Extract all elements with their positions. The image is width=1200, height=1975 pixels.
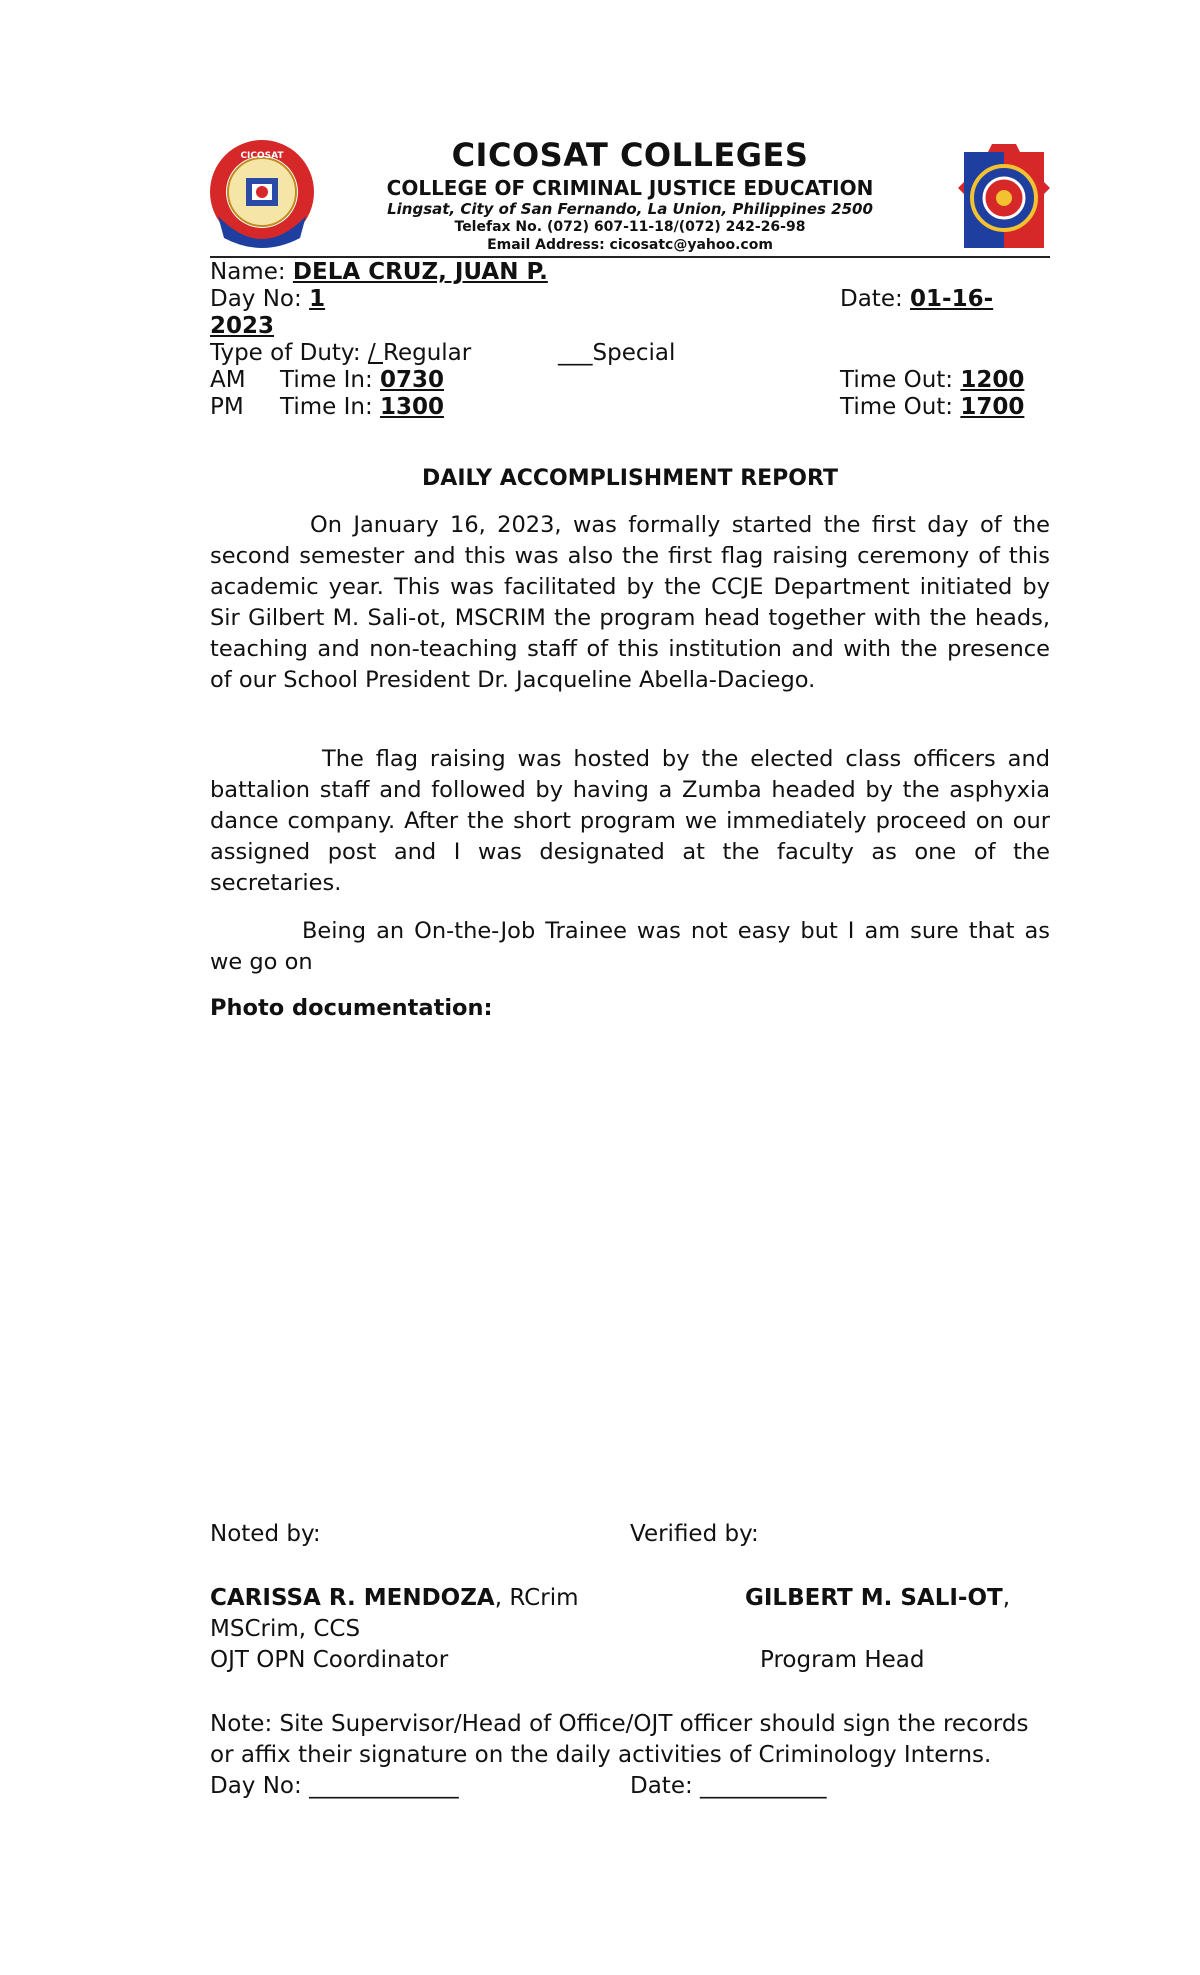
pm-label: PM	[210, 394, 244, 420]
day-label: Day No:	[210, 286, 310, 312]
verified-by-name: GILBERT M. SALI-OT	[745, 1585, 1003, 1611]
footer-note-line-2: or affix their signature on the daily activities of Criminology Interns.	[210, 1742, 992, 1768]
date-label: Date:	[840, 286, 911, 312]
am-time-out-row	[840, 366, 1024, 394]
report-paragraph-2	[210, 744, 1050, 899]
am-time-in-label: Time In:	[280, 367, 381, 393]
footer-date-label: Date:	[630, 1773, 701, 1799]
noted-by-name: CARISSA R. MENDOZA	[210, 1585, 495, 1611]
duty-special-row	[558, 339, 675, 367]
pm-time-in-value: 1300	[380, 394, 445, 420]
paragraph-3-text: Being an On-the-Job Trainee was not easy but I am sure that as we go on	[210, 918, 1050, 975]
duty-regular: Regular	[383, 340, 472, 366]
name-value: DELA CRUZ, JUAN P.	[292, 259, 548, 285]
footer-day-blank[interactable]: _____________	[309, 1773, 459, 1799]
noted-by-signatory	[210, 1584, 579, 1612]
report-paragraph-1	[210, 510, 1050, 696]
date-value-part2: 2023	[210, 313, 275, 339]
noted-by-credentials: MSCrim, CCS	[210, 1616, 361, 1642]
noted-by-suffix: , RCrim	[494, 1585, 579, 1611]
report-paragraph-3	[210, 916, 1050, 978]
footer-date-blank[interactable]: ___________	[700, 1773, 827, 1799]
school-address: Lingsat, City of San Fernando, La Union, Philippines 2500	[387, 200, 873, 218]
school-name: CICOSAT COLLEGES	[451, 136, 809, 174]
am-time-in-value: 0730	[380, 367, 445, 393]
svg-text:CICOSAT: CICOSAT	[240, 151, 284, 161]
noted-by-role: OJT OPN Coordinator	[210, 1647, 449, 1673]
am-time-out-label: Time Out:	[840, 367, 961, 393]
pm-time-out-row	[840, 393, 1024, 421]
date-value-part1: 01-16-	[910, 286, 994, 312]
duty-regular-mark: /	[367, 340, 383, 366]
college-name: COLLEGE OF CRIMINAL JUSTICE EDUCATION	[386, 176, 874, 200]
am-time-out-value: 1200	[960, 367, 1025, 393]
paragraph-1-text: On January 16, 2023, was formally started the first day of the second semester and this was also the first flag raising ceremony of this academic year. This was facilitated by the CCJE Department initiated by Sir Gilbert M. Sali-ot, MSCRIM the program head together with the heads, teaching and non-teaching staff of this institution and with the presence of our School President Dr. Jacqueline Abella-Daciego.	[210, 512, 1050, 693]
day-row	[210, 285, 325, 313]
footer-note-line-1: Note: Site Supervisor/Head of Office/OJT officer should sign the records	[210, 1711, 1029, 1737]
footer-day-row	[210, 1772, 459, 1800]
duty-special-blank: ___	[558, 340, 593, 366]
report-title: DAILY ACCOMPLISHMENT REPORT	[422, 466, 838, 491]
duty-label: Type of Duty:	[210, 340, 368, 366]
am-label: AM	[210, 367, 246, 393]
footer-day-label: Day No:	[210, 1773, 310, 1799]
day-value: 1	[309, 286, 326, 312]
email-address: Email Address: cicosatc@yahoo.com	[487, 237, 773, 253]
duty-row	[210, 339, 471, 367]
pm-time-in-row	[280, 393, 444, 421]
noted-by-label: Noted by:	[210, 1521, 321, 1547]
telefax-number: Telefax No. (072) 607-11-18/(072) 242-26-98	[454, 219, 806, 235]
pm-time-in-label: Time In:	[280, 394, 381, 420]
pm-time-out-label: Time Out:	[840, 394, 961, 420]
verified-by-role: Program Head	[760, 1647, 925, 1673]
verified-by-suffix: ,	[1002, 1585, 1011, 1611]
date-value-continued	[210, 312, 274, 340]
name-row	[210, 258, 548, 286]
name-label: Name:	[210, 259, 293, 285]
footer-date-row	[630, 1772, 827, 1800]
date-row	[840, 285, 993, 313]
duty-special: Special	[592, 340, 676, 366]
pm-time-out-value: 1700	[960, 394, 1025, 420]
photo-documentation-label: Photo documentation:	[210, 995, 493, 1021]
paragraph-2-text: The flag raising was hosted by the elected class officers and battalion staff and followed by having a Zumba headed by the asphyxia dance company. After the short program we immediately proceed on our assigned post and I was designated at the faculty as one of the secretaries.	[210, 746, 1050, 896]
verified-by-label: Verified by:	[630, 1521, 759, 1547]
am-time-in-row	[280, 366, 444, 394]
verified-by-signatory	[745, 1584, 1010, 1612]
college-of-criminal-justice-education-seal	[958, 142, 1050, 254]
